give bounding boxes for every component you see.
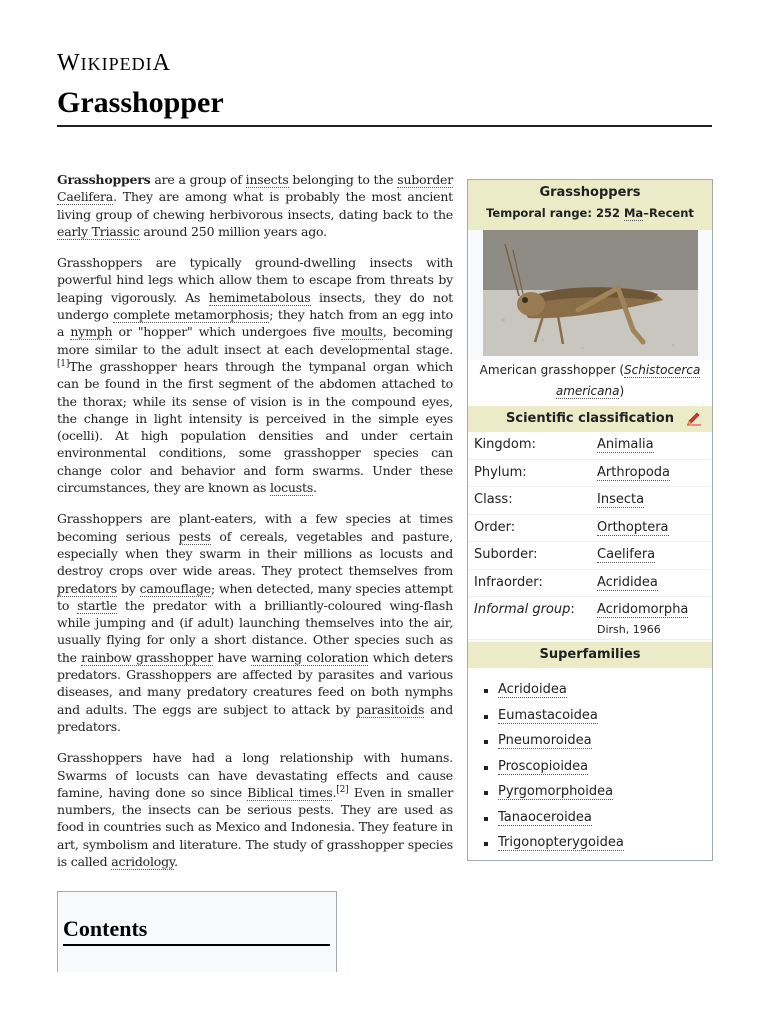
superfamily-link[interactable]: Acridoidea — [498, 682, 567, 697]
article-link[interactable]: pests — [178, 528, 211, 544]
taxobox — [467, 179, 713, 861]
page-title: Grasshopper — [57, 86, 224, 119]
bold-term: Grasshoppers — [57, 172, 151, 187]
wikipedia-logo[interactable]: WIKIPEDIA — [57, 50, 171, 76]
rank-link[interactable]: Insecta — [597, 492, 645, 507]
list-item — [482, 759, 624, 785]
text-run: by — [116, 580, 140, 596]
list-item — [482, 835, 624, 861]
list-item — [482, 682, 624, 708]
contents-heading: Contents — [63, 916, 148, 941]
article-link[interactable]: locusts — [270, 480, 314, 496]
superfamily-link[interactable]: Pneumoroidea — [498, 733, 592, 748]
infobox-title: Grasshoppers — [539, 185, 641, 200]
text-run: Grasshoppers are plant-eaters, with a few species at times becoming serious — [57, 511, 453, 544]
article-link[interactable]: predators — [57, 580, 117, 596]
text-run: . They are among what is probably the most ancient living group of chewing herbivorous insects, dating back to the — [57, 189, 453, 222]
text-run: insects, they do not undergo — [57, 289, 453, 323]
text-run: Even in smaller numbers, the insects can be serious pests. They are used as food in countries such as Mexico and Indonesia. They feature in art, symbolism and literature. The study of grasshopper species is called — [57, 784, 453, 869]
list-item — [482, 784, 624, 810]
article-body — [57, 171, 453, 884]
text-run: have — [213, 649, 252, 665]
superfamily-link[interactable]: Trigonopterygoidea — [498, 835, 624, 850]
classification-row: Suborder: Caelifera — [468, 542, 712, 570]
text-run: around 250 million years ago. — [139, 223, 327, 239]
paragraph-3 — [57, 510, 453, 735]
superfamily-link[interactable]: Proscopioidea — [498, 758, 589, 774]
article-link[interactable]: camouflage — [139, 580, 211, 596]
scientific-classification-header: Scientific classification — [468, 406, 712, 432]
classification-row: Class: Insecta — [468, 487, 712, 515]
authority: Dirsh, 1966 — [597, 623, 661, 636]
text-run: of cereals, vegetables and pasture, especially when they swarm in their millions as locusts and destroy crops over wide areas. They protect themselves from — [57, 528, 453, 579]
ma-link[interactable]: Ma — [623, 206, 644, 220]
infobox-image-area — [468, 230, 712, 360]
article-link[interactable]: hemimetabolous — [208, 289, 311, 305]
rank-link[interactable]: Acrididea — [597, 574, 658, 590]
text-run: ; when detected, many species attempt to — [57, 580, 453, 613]
text-run: . — [313, 480, 317, 496]
text-run: the predator with a brilliantly-coloured wing-flash while jumping and (if adult) launching themselves into the air, usually flying for only a short distance. Other species such as the — [57, 597, 453, 665]
article-link[interactable]: moults — [341, 324, 383, 340]
article-link[interactable]: Caelifera — [57, 189, 114, 205]
article-link[interactable]: parasitoids — [356, 701, 425, 717]
citation-link[interactable]: [2] — [336, 784, 349, 795]
superfamily-link[interactable]: Eumastacoidea — [498, 707, 598, 723]
article-link[interactable]: rainbow grasshopper — [81, 649, 214, 665]
paragraph-2 — [57, 254, 453, 496]
rank-link[interactable]: Caelifera — [597, 547, 656, 562]
text-run: are a group of — [150, 172, 246, 187]
paragraph-4 — [57, 749, 453, 870]
superfamilies-header: Superfamilies — [468, 642, 712, 668]
article-link[interactable]: early Triassic — [57, 223, 140, 239]
superfamily-link[interactable]: Tanaoceroidea — [498, 809, 592, 825]
classification-row: Order: Orthoptera — [468, 515, 712, 543]
contents-divider — [63, 944, 330, 946]
rank-link[interactable]: Animalia — [597, 437, 654, 452]
text-run: . — [174, 853, 178, 869]
text-run: which deters predators. Grasshoppers are affected by parasites and various diseases, and many predatory creatures feed on both nymphs and adults. The eggs are subject to attack by — [57, 649, 453, 717]
text-run: ; they hatch from an egg into a — [57, 307, 453, 340]
list-item — [482, 708, 624, 734]
article-link[interactable]: acridology — [111, 853, 175, 869]
article-link[interactable]: nymph — [70, 324, 113, 340]
grasshopper-illustration — [483, 230, 698, 356]
citation-link[interactable]: [1] — [57, 358, 70, 369]
text-run: The grasshopper hears through the tympanal organ which can be found in the first segment of the abdomen attached to the thorax; while its sense of vision is in the compound eyes, the change in light intensity is perceived in the simple eyes (ocelli). At high population densities and under certain environmental conditions, some grasshopper species can change color and behavior and form swarms. Under these circumstances, they are known as — [57, 358, 453, 496]
classification-table — [468, 432, 712, 640]
article-link[interactable]: Biblical times — [247, 784, 333, 800]
article-link[interactable]: complete metamorphosis — [113, 307, 270, 323]
infobox-header — [468, 180, 712, 230]
text-run: Grasshoppers are typically ground-dwelling insects with powerful hind legs which allow them to escape from threats by leaping vigorously. As — [57, 255, 453, 305]
text-run: belonging to the — [288, 172, 398, 187]
title-divider — [57, 125, 712, 127]
text-run: or "hopper" which undergoes five — [112, 324, 342, 340]
classification-row: Phylum: Arthropoda — [468, 460, 712, 488]
rank-link[interactable]: Arthropoda — [597, 464, 671, 480]
article-link[interactable]: suborder — [397, 172, 453, 187]
informal-group-row: Informal group: Acridomorpha Dirsh, 1966 — [468, 597, 712, 640]
paragraph-1 — [57, 171, 453, 240]
temporal-range: Temporal range: 252 Ma–Recent — [486, 206, 694, 220]
text-run: . — [332, 784, 337, 800]
list-item — [482, 810, 624, 836]
article-link[interactable]: startle — [77, 597, 117, 613]
pencil-icon[interactable] — [686, 412, 702, 426]
text-run: , becoming more similar to the adult insect at each developmental stage. — [57, 324, 453, 357]
text-run: and predators. — [57, 701, 453, 734]
species-link[interactable]: Schistocerca americana — [555, 363, 701, 398]
image-caption: American grasshopper (Schistocerca americana) — [468, 360, 712, 406]
classification-row: Kingdom: Animalia — [468, 432, 712, 460]
list-item — [482, 733, 624, 759]
article-link[interactable]: warning coloration — [251, 649, 369, 665]
rank-link[interactable]: Orthoptera — [597, 519, 669, 535]
grasshopper-photo[interactable] — [483, 230, 698, 356]
classification-row: Infraorder: Acrididea — [468, 570, 712, 598]
table-of-contents — [57, 891, 337, 972]
superfamily-link[interactable]: Pyrgomorphoidea — [498, 784, 614, 799]
superfamilies-list — [468, 668, 712, 860]
text-run: Grasshoppers have had a long relationship with humans. Swarms of locusts can have devastating effects and cause famine, having done so since — [57, 750, 453, 800]
informal-group-link[interactable]: Acridomorpha — [597, 602, 689, 617]
article-link[interactable]: insects — [245, 172, 289, 187]
